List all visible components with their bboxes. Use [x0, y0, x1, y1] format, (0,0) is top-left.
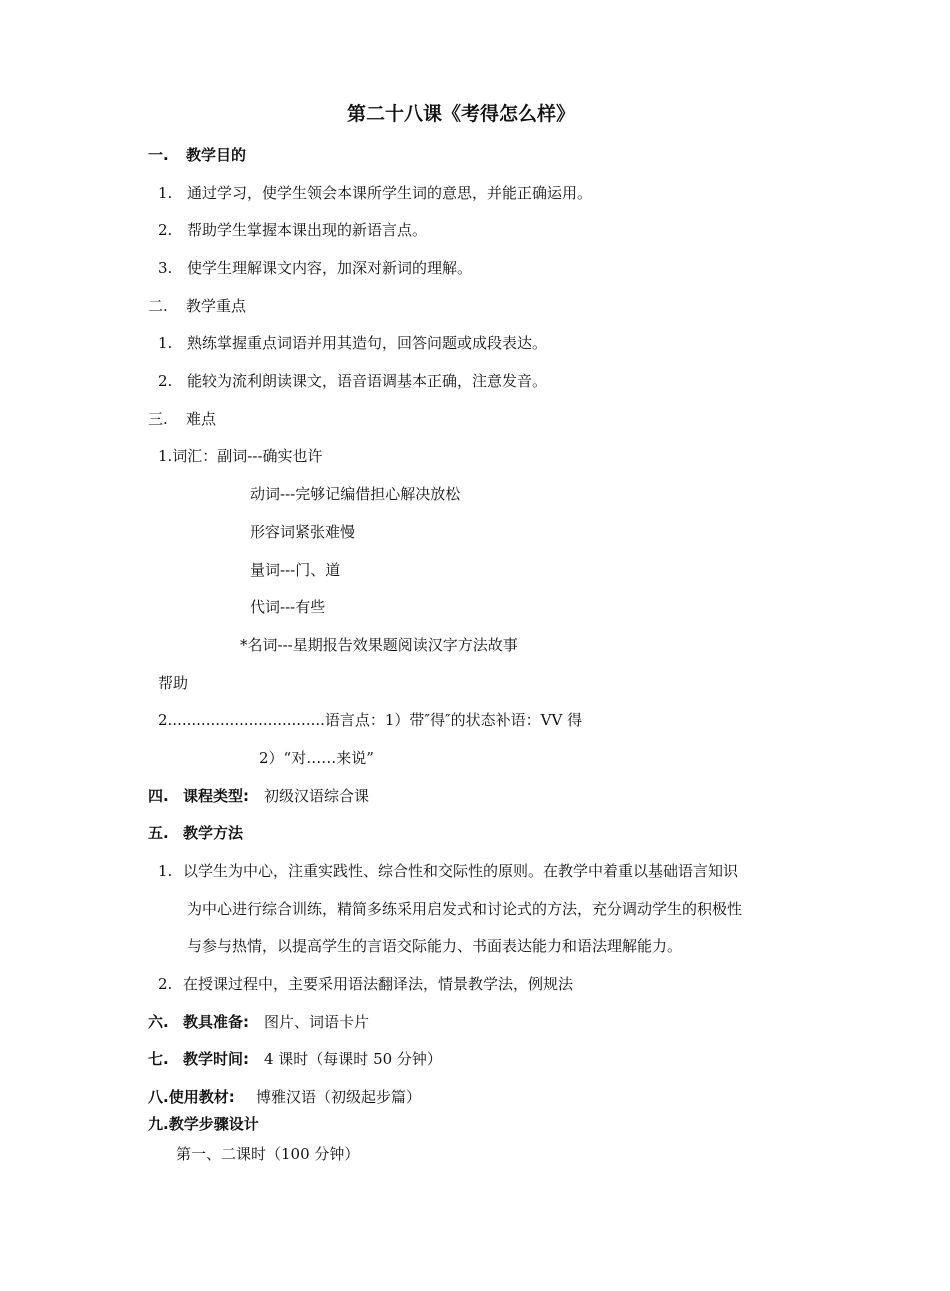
vocab-line: *名词---星期报告效果题阅读汉字方法故事 — [240, 636, 518, 654]
list-item-number: 1. — [158, 862, 173, 880]
vocab-line: 量词---门、道 — [250, 561, 341, 579]
paragraph-line: 以学生为中心，注重实践性、综合性和交际性的原则。在教学中着重以基础语言知识 — [183, 862, 739, 880]
list-item: 通过学习，使学生领会本课所学生词的意思，并能正确运用。 — [187, 184, 593, 202]
vocab-line: 1.词汇：副词---确实也许 — [158, 447, 323, 465]
help-text: 帮助 — [158, 674, 189, 692]
section-1-number: 一. — [148, 146, 169, 164]
section-5-heading: 教学方法 — [183, 824, 244, 842]
section-9-heading: 九.教学步骤设计 — [148, 1115, 259, 1133]
vocab-line: 代词---有些 — [250, 598, 326, 616]
course-type-value: 初级汉语综合课 — [264, 787, 370, 805]
textbook-value: 博雅汉语（初级起步篇） — [256, 1088, 422, 1106]
page-title: 第二十八课《考得怎么样》 — [347, 103, 576, 125]
list-item: 熟练掌握重点词语并用其造句，回答问题或成段表达。 — [187, 334, 548, 352]
list-item: 在授课过程中，主要采用语法翻译法，情景教学法，例规法 — [183, 975, 574, 993]
vocab-line: 动词---完够记编借担心解决放松 — [250, 485, 461, 503]
paragraph-line: 与参与热情，以提高学生的言语交际能力、书面表达能力和语法理解能力。 — [187, 937, 683, 955]
section-5-number: 五. — [148, 824, 169, 842]
section-2-number: 二. — [148, 297, 168, 315]
teaching-time-value: 4 课时（每课时 50 分钟） — [264, 1050, 442, 1068]
list-item-number: 2. — [158, 975, 173, 993]
list-item-number: 2. — [158, 372, 173, 390]
list-item-number: 1. — [158, 184, 173, 202]
section-6-number: 六. — [148, 1013, 169, 1031]
section-8-heading: 八.使用教材: — [148, 1088, 235, 1106]
section-7-heading: 教学时间: — [183, 1050, 249, 1068]
section-6-heading: 教具准备: — [183, 1013, 249, 1031]
section-3-number: 三. — [148, 410, 168, 428]
list-item: 使学生理解课文内容，加深对新词的理解。 — [187, 259, 473, 277]
section-4-number: 四. — [148, 787, 169, 805]
language-point-line: 2）“对……来说” — [259, 749, 374, 767]
lesson-period-subheading: 第一、二课时（100 分钟） — [176, 1145, 360, 1163]
section-7-number: 七. — [148, 1050, 169, 1068]
section-3-heading: 难点 — [186, 410, 217, 428]
list-item: 帮助学生掌握本课出现的新语言点。 — [187, 221, 428, 239]
list-item-number: 2. — [158, 221, 173, 239]
section-4-heading: 课程类型: — [183, 787, 249, 805]
list-item: 能较为流利朗读课文，语音语调基本正确，注意发音。 — [187, 372, 548, 390]
list-item-number: 1. — [158, 334, 173, 352]
language-point-line: 2.................................语言点：1）带″得″的状态补语：VV 得 — [158, 711, 583, 729]
paragraph-line: 为中心进行综合训练，精简多练采用启发式和讨论式的方法，充分调动学生的积极性 — [187, 900, 743, 918]
section-2-heading: 教学重点 — [186, 297, 247, 315]
list-item-number: 3. — [158, 259, 173, 277]
vocab-line: 形容词紧张难慢 — [250, 523, 356, 541]
teaching-aids-value: 图片、词语卡片 — [264, 1013, 370, 1031]
section-1-heading: 教学目的 — [186, 146, 247, 164]
